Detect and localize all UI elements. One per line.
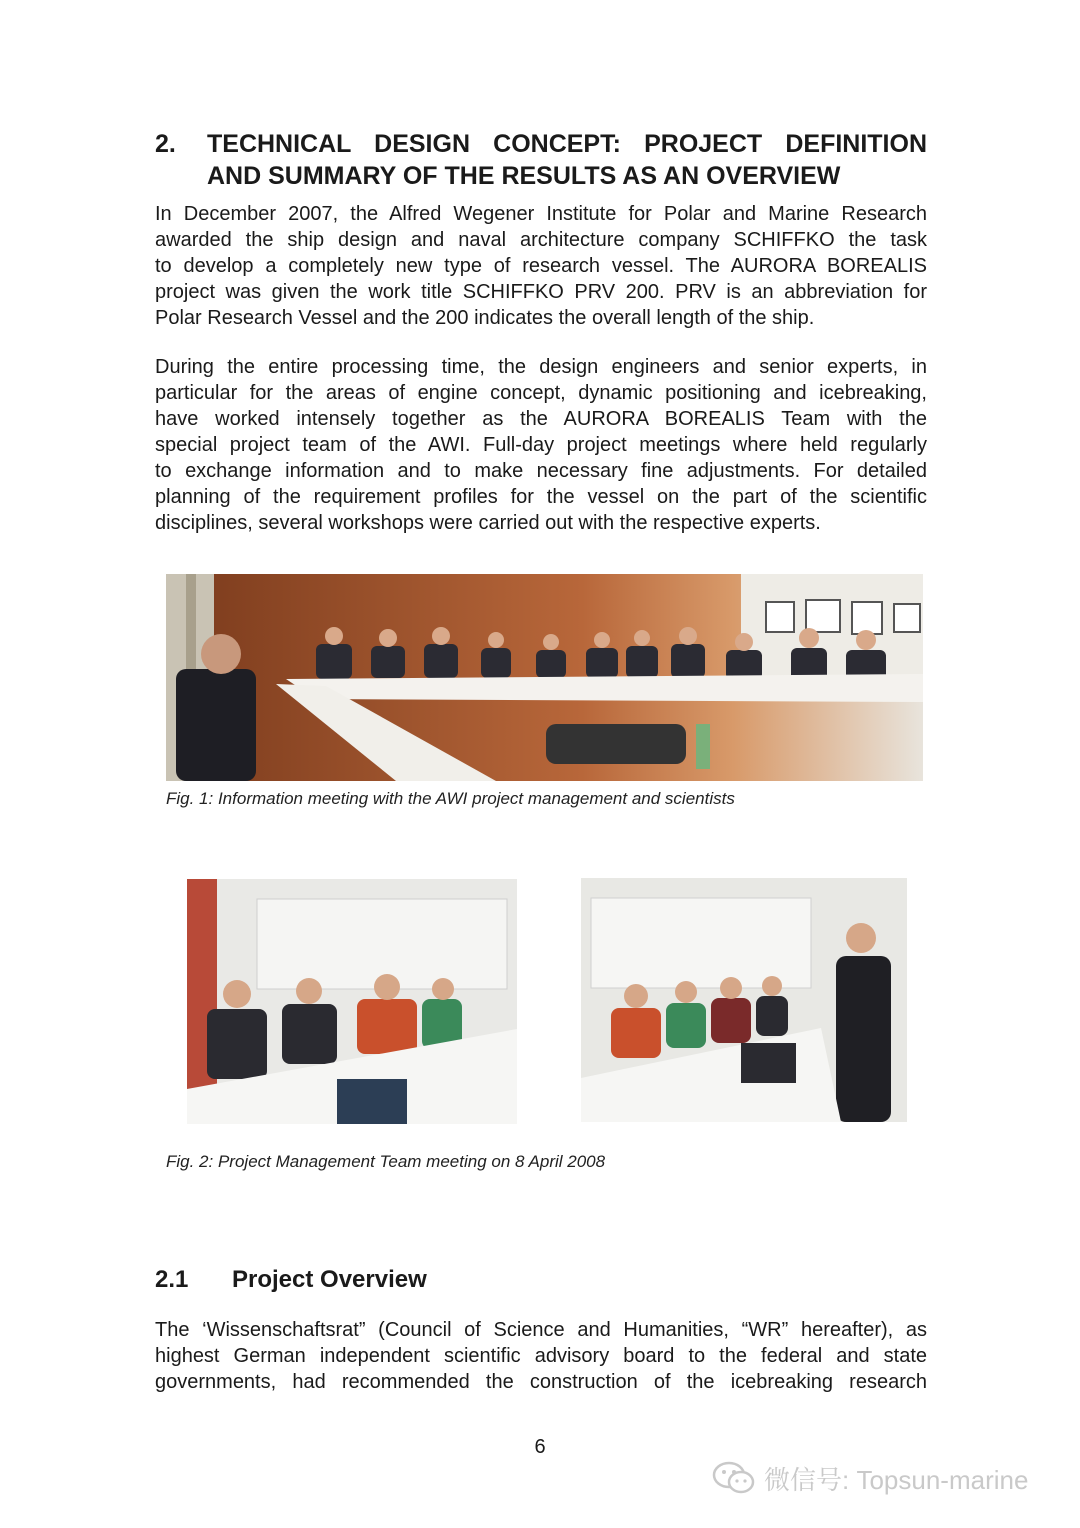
wechat-icon [712, 1461, 756, 1495]
subsection-title: Project Overview [232, 1266, 427, 1293]
subsection-number: 2.1 [155, 1266, 189, 1293]
text-line: The ‘Wissenschaftsrat” (Council of Science and Humanities, “WR” hereafter), as [155, 1319, 927, 1341]
figure2-caption: Fig. 2: Project Management Team meeting on 8 April 2008 [166, 1152, 606, 1171]
meeting-photo-wide [166, 574, 923, 781]
text-line: planning of the requirement profiles for the vessel on the part of the scientific [155, 486, 927, 508]
text-line: During the entire processing time, the design engineers and senior experts, in [155, 356, 927, 378]
meeting-photo-illustration [166, 574, 923, 781]
text-line: highest German independent scientific advisory board to the federal and state [155, 1345, 927, 1367]
text-line: In December 2007, the Alfred Wegener Institute for Polar and Marine Research [155, 203, 927, 225]
section-title-line2: AND SUMMARY OF THE RESULTS AS AN OVERVIEW [207, 162, 841, 190]
section-heading [155, 128, 927, 192]
text-line: special project team of the AWI. Full-day project meetings where held regularly [155, 434, 927, 456]
text-line: awarded the ship design and naval architecture company SCHIFFKO the task [155, 229, 927, 251]
section-title-line1: TECHNICAL DESIGN CONCEPT: PROJECT DEFINITION [207, 130, 927, 158]
watermark-text: 微信号: Topsun-marine [764, 1464, 1029, 1495]
text-line: have worked intensely together as the AURORA BOREALIS Team with the [155, 408, 927, 430]
meeting-photo-illustration [581, 878, 907, 1122]
page-number: 6 [534, 1436, 546, 1458]
text-line: particular for the areas of engine concept, dynamic positioning and icebreaking, [155, 382, 927, 404]
meeting-photo-right [581, 878, 907, 1122]
text-line: to develop a completely new type of research vessel. The AURORA BOREALIS [155, 255, 927, 277]
paragraph-overview [155, 1317, 927, 1395]
figure1-caption: Fig. 1: Information meeting with the AWI project management and scientists [166, 789, 735, 808]
text-line: Polar Research Vessel and the 200 indicates the overall length of the ship. [155, 307, 815, 329]
text-line: to exchange information and to make necessary fine adjustments. For detailed [155, 460, 927, 482]
watermark [712, 1458, 1052, 1498]
subsection-heading [155, 1265, 427, 1295]
paragraph-process [155, 354, 927, 536]
paragraph-intro [155, 201, 927, 331]
meeting-photo-left [187, 879, 517, 1124]
text-line: project was given the work title SCHIFFKO PRV 200. PRV is an abbreviation for [155, 281, 927, 303]
text-line: disciplines, several workshops were carried out with the respective experts. [155, 512, 821, 534]
section-number: 2. [155, 130, 176, 158]
text-line: governments, had recommended the construction of the icebreaking research [155, 1371, 927, 1393]
meeting-photo-illustration [187, 879, 517, 1124]
